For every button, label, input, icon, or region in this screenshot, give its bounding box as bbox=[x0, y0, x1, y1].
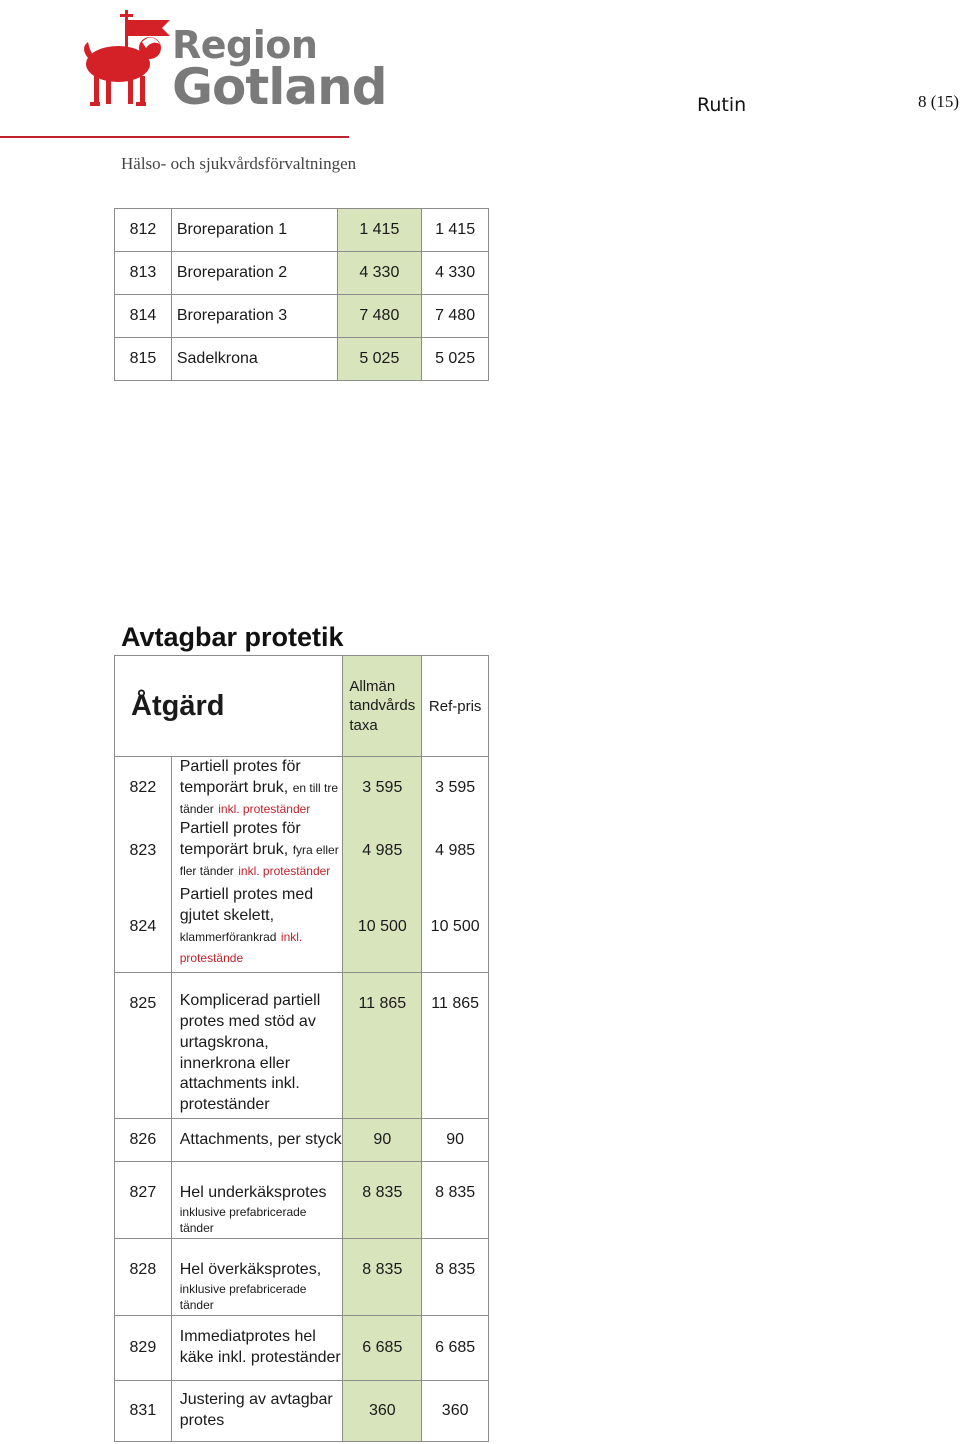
row-description: Broreparation 1 bbox=[171, 209, 337, 252]
row-ref-price: 8 835 bbox=[422, 1162, 489, 1239]
row-code: 813 bbox=[115, 252, 172, 295]
table-row bbox=[115, 252, 489, 295]
row-allman-price: 1 415 bbox=[337, 209, 422, 252]
row-allman-price: 360 bbox=[343, 1381, 422, 1442]
row-allman-price: 4 330 bbox=[337, 252, 422, 295]
row-ref-price: 360 bbox=[422, 1381, 489, 1442]
row-code: 831 bbox=[115, 1381, 172, 1442]
document-type: Rutin bbox=[697, 94, 747, 116]
row-code: 828 bbox=[115, 1239, 172, 1316]
row-description: Sadelkrona bbox=[171, 338, 337, 381]
description-detail: fyra eller fler tänder bbox=[179, 843, 339, 878]
row-ref-price: 90 bbox=[422, 1119, 489, 1162]
row-description: Attachments, per styck bbox=[171, 1119, 343, 1162]
column-header-atgard: Åtgärd bbox=[115, 656, 343, 757]
description-detail: inklusive prefabricerade tänder bbox=[179, 1205, 307, 1236]
description-main: Hel underkäksprotes bbox=[179, 1184, 327, 1202]
description-main: Partiell protes för temporärt bruk, bbox=[179, 758, 301, 796]
header-allman-line: tandvårds bbox=[349, 697, 416, 715]
removable-prosthetics-table bbox=[114, 655, 489, 1442]
row-description: Broreparation 3 bbox=[171, 295, 337, 338]
row-ref-price: 4 985 bbox=[422, 819, 489, 881]
row-code: 822 bbox=[115, 757, 172, 820]
row-ref-price: 5 025 bbox=[422, 338, 489, 381]
description-detail: inklusive prefabricerade tänder bbox=[179, 1282, 307, 1313]
description-note: inkl. protestände bbox=[179, 930, 303, 965]
row-allman-price: 5 025 bbox=[337, 338, 422, 381]
logo-line-region: Region bbox=[172, 23, 318, 67]
description-main: Partiell protes för temporärt bruk, bbox=[179, 820, 301, 859]
column-header-ref: Ref-pris bbox=[422, 656, 489, 757]
row-ref-price: 11 865 bbox=[422, 973, 489, 1119]
row-ref-price: 1 415 bbox=[422, 209, 489, 252]
header-divider bbox=[0, 136, 349, 138]
row-code: 815 bbox=[115, 338, 172, 381]
description-note: inkl. proteständer bbox=[238, 863, 331, 878]
row-description: Immediatprotes hel käke inkl. proteständer bbox=[171, 1316, 343, 1381]
description-detail: en till tre tänder bbox=[179, 780, 339, 816]
bridge-repair-table bbox=[114, 208, 489, 381]
row-description bbox=[171, 1162, 343, 1239]
row-allman-price: 11 865 bbox=[343, 973, 422, 1119]
gotland-ram-icon bbox=[80, 6, 180, 114]
row-allman-price: 4 985 bbox=[343, 819, 422, 881]
row-allman-price: 6 685 bbox=[343, 1316, 422, 1381]
row-ref-price: 8 835 bbox=[422, 1239, 489, 1316]
row-allman-price: 3 595 bbox=[343, 757, 422, 820]
row-description bbox=[171, 757, 343, 820]
section-title: Avtagbar protetik bbox=[121, 622, 344, 652]
page-number: 8 (15) bbox=[918, 92, 960, 111]
table-header-row bbox=[115, 656, 489, 757]
row-code: 825 bbox=[115, 973, 172, 1119]
header-allman-line: taxa bbox=[349, 716, 378, 734]
table-row bbox=[115, 973, 489, 1119]
row-ref-price: 10 500 bbox=[422, 882, 489, 973]
row-ref-price: 4 330 bbox=[422, 252, 489, 295]
row-code: 827 bbox=[115, 1162, 172, 1239]
row-allman-price: 7 480 bbox=[337, 295, 422, 338]
table-row bbox=[115, 757, 489, 820]
row-allman-price: 8 835 bbox=[343, 1162, 422, 1239]
row-description: Justering av avtagbar protes bbox=[171, 1381, 343, 1442]
table-row bbox=[115, 209, 489, 252]
row-description: Komplicerad partiell protes med stöd av urtagskrona, innerkrona eller attachments inkl. proteständer bbox=[171, 973, 343, 1119]
row-allman-price: 10 500 bbox=[343, 882, 422, 973]
table-row bbox=[115, 1239, 489, 1316]
department-name: Hälso- och sjukvårdsförvaltningen bbox=[121, 154, 357, 173]
row-description bbox=[171, 882, 343, 973]
row-allman-price: 8 835 bbox=[343, 1239, 422, 1316]
row-code: 826 bbox=[115, 1119, 172, 1162]
table-row bbox=[115, 1119, 489, 1162]
table-row bbox=[115, 819, 489, 881]
description-main: Partiell protes med gjutet skelett, bbox=[179, 886, 314, 925]
row-description: Broreparation 2 bbox=[171, 252, 337, 295]
logo-wordmark bbox=[172, 23, 387, 116]
row-description bbox=[171, 819, 343, 881]
row-code: 814 bbox=[115, 295, 172, 338]
table-row bbox=[115, 338, 489, 381]
logo-line-gotland: Gotland bbox=[172, 58, 387, 116]
description-detail: klammerförankrad bbox=[179, 930, 277, 945]
row-code: 824 bbox=[115, 882, 172, 973]
row-description bbox=[171, 1239, 343, 1316]
row-ref-price: 6 685 bbox=[422, 1316, 489, 1381]
table-row bbox=[115, 882, 489, 973]
table-row bbox=[115, 295, 489, 338]
table-row bbox=[115, 1162, 489, 1239]
table-row bbox=[115, 1381, 489, 1442]
table-row bbox=[115, 1316, 489, 1381]
row-code: 812 bbox=[115, 209, 172, 252]
row-ref-price: 3 595 bbox=[422, 757, 489, 820]
column-header-allman bbox=[343, 656, 422, 757]
row-code: 823 bbox=[115, 819, 172, 881]
row-ref-price: 7 480 bbox=[422, 295, 489, 338]
description-note: inkl. proteständer bbox=[218, 801, 311, 816]
header-allman-line: Allmän bbox=[349, 677, 396, 695]
description-main: Hel överkäksprotes, bbox=[179, 1261, 322, 1279]
row-code: 829 bbox=[115, 1316, 172, 1381]
row-allman-price: 90 bbox=[343, 1119, 422, 1162]
